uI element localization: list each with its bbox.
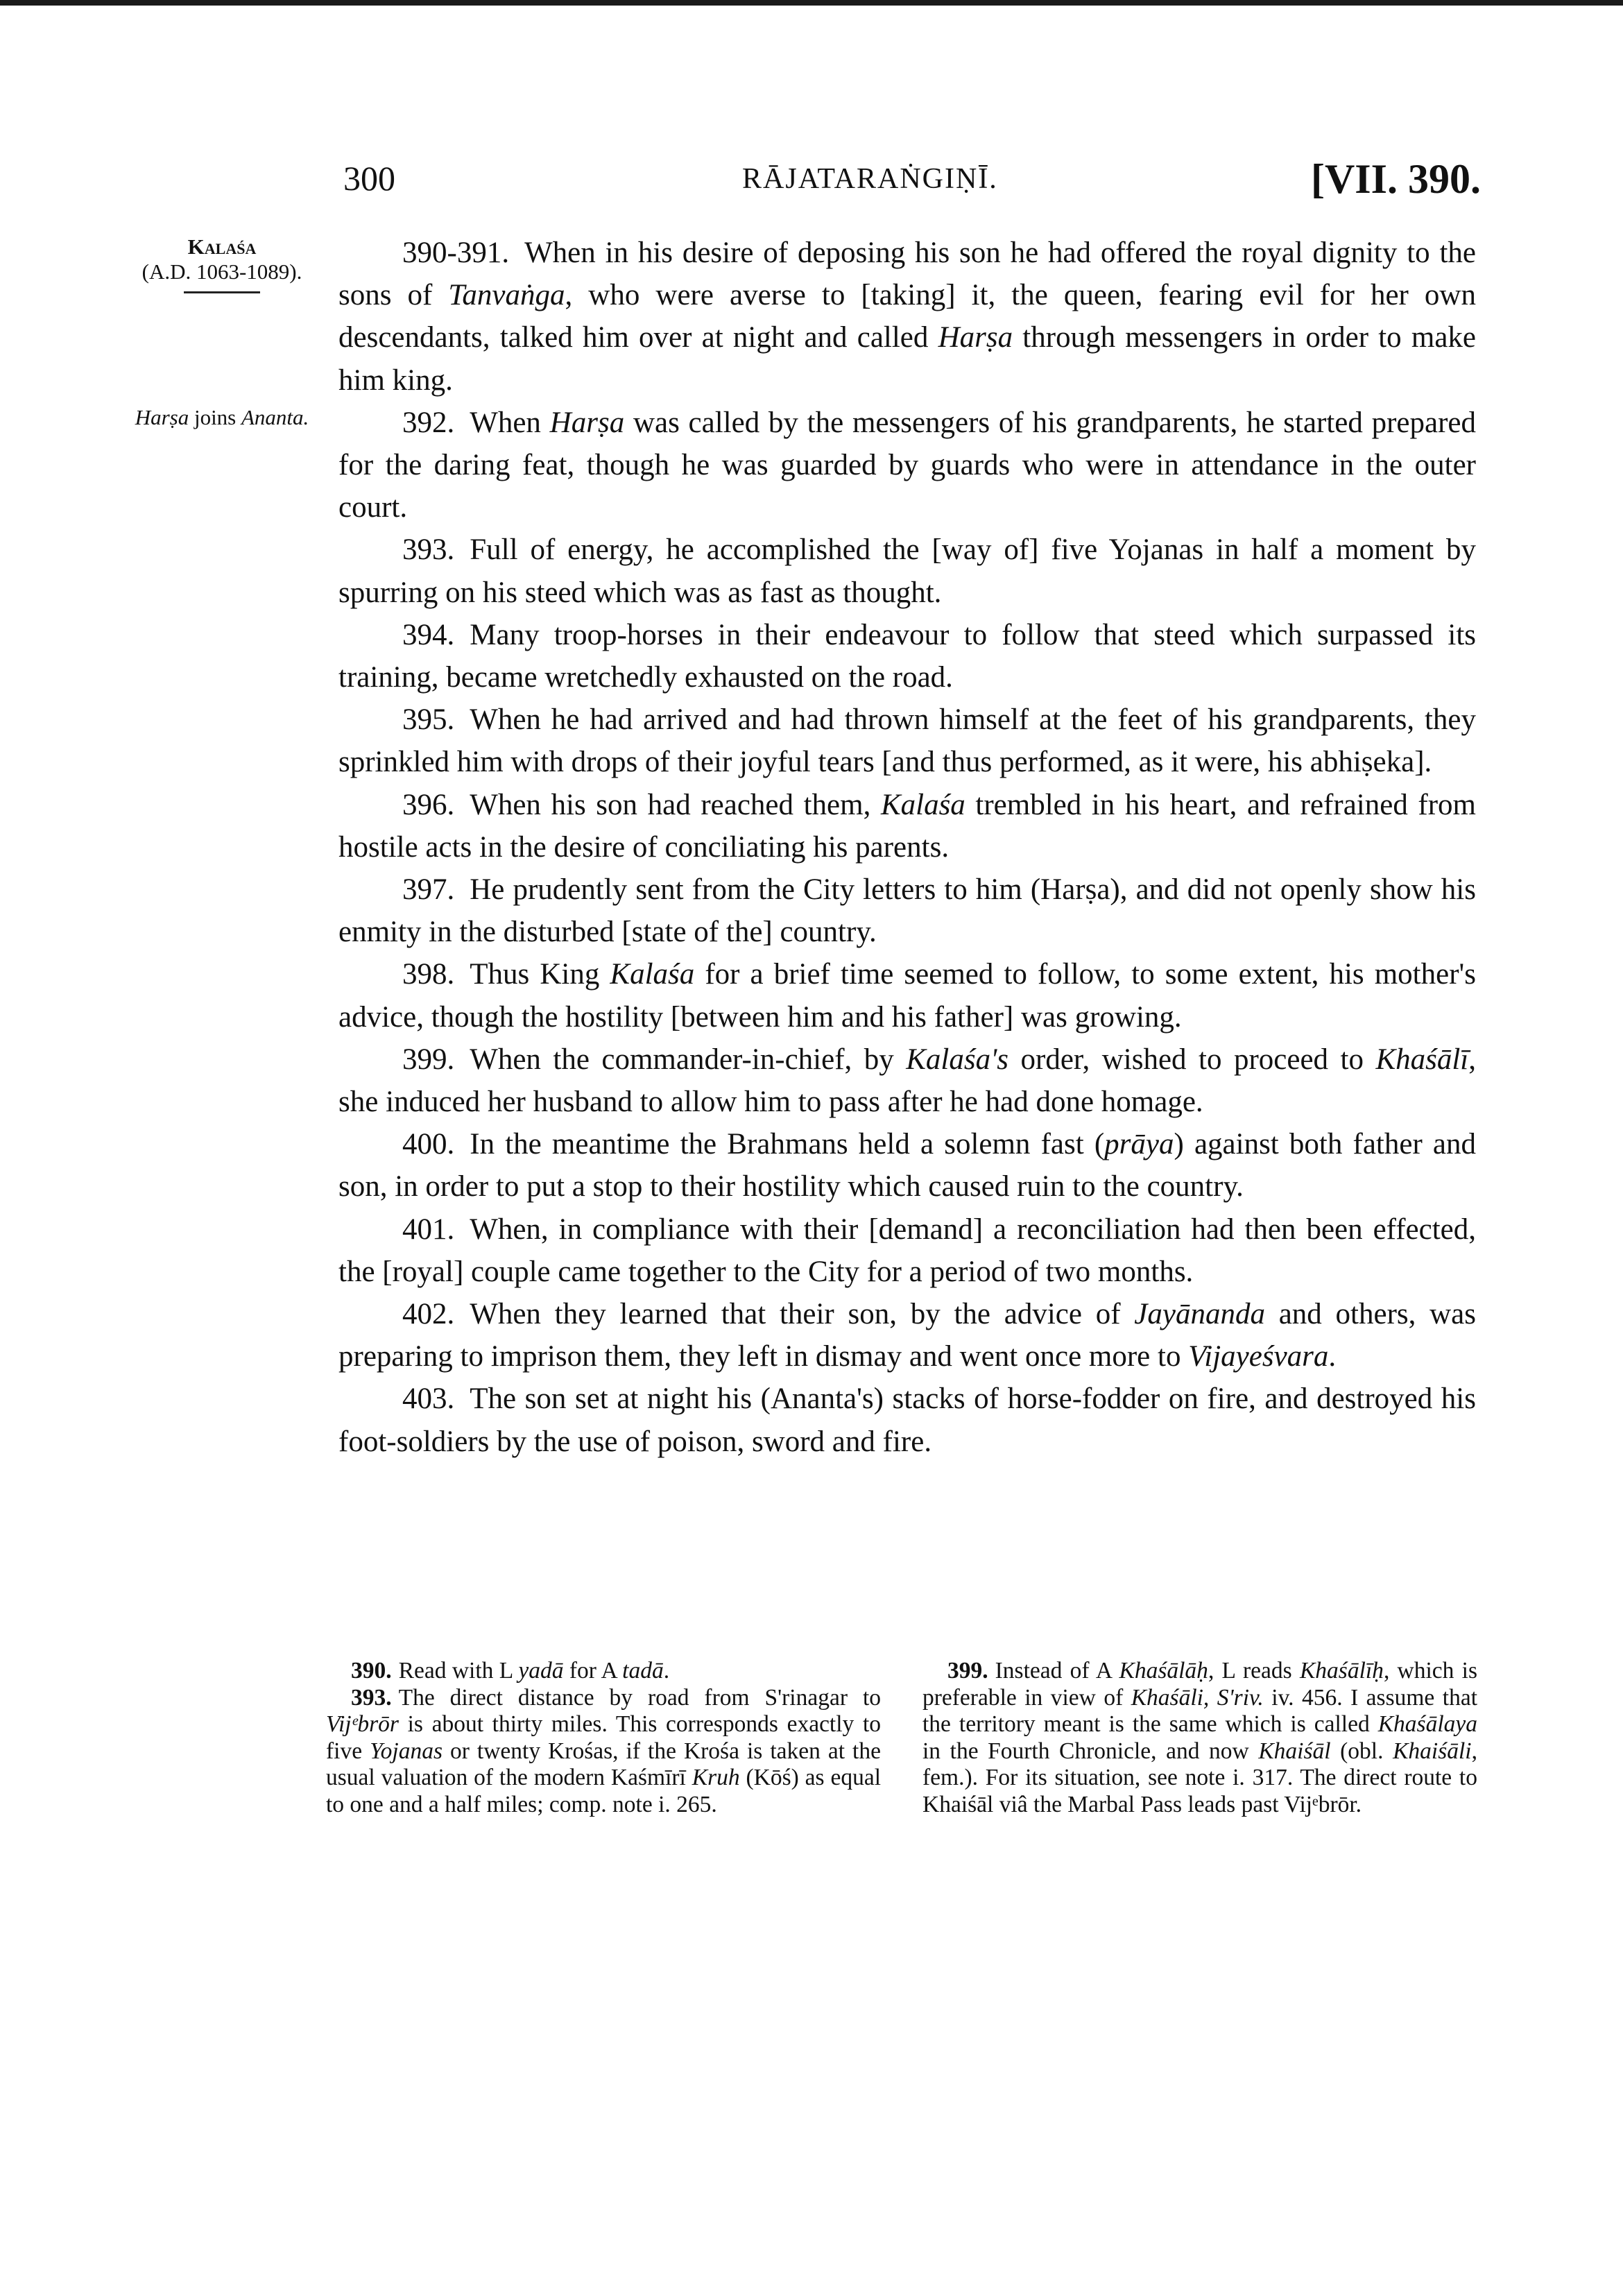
text-run: and others, was preparing to imprison them, they left in dismay and went once more to — [338, 1298, 1476, 1373]
verse-number: 393. — [402, 533, 455, 567]
text-run: When, in compliance with their [demand] a reconciliation had then been effected, the [royal] couple came together to the City for a period of two months. — [338, 1213, 1476, 1288]
margin-king-name: Kalaśa — [187, 234, 257, 259]
italic-term: Kalaśa — [610, 958, 695, 991]
footnotes-right-column — [922, 1658, 1477, 1818]
text-run: When in his desire of deposing his son he had offered the royal dignity to the sons of — [338, 237, 1476, 312]
italic-term: Harṣa — [938, 321, 1013, 354]
text-run: When the commander-in-chief, by — [470, 1043, 907, 1076]
italic-term: yadā — [518, 1658, 564, 1684]
italic-term: Kruh — [692, 1765, 740, 1790]
footnote — [326, 1685, 881, 1819]
verse-paragraph — [338, 1378, 1476, 1462]
italic-term: Vijayeśvara — [1188, 1340, 1329, 1373]
verse-number: 397. — [402, 873, 455, 907]
italic-term: Khaiśāli — [1393, 1738, 1472, 1764]
italic-term: Kalaśa's — [906, 1043, 1009, 1076]
verse-text-body — [338, 232, 1476, 1463]
verse-number: 396. — [402, 788, 455, 821]
italic-term: prāya — [1104, 1128, 1174, 1161]
verse-number: 401. — [402, 1213, 455, 1246]
text-run: order, wished to proceed to — [1008, 1043, 1376, 1076]
verse-paragraph — [338, 784, 1476, 868]
text-run: He prudently sent from the City letters to him (Harṣa), and did not openly show his enmity in the disturbed [state of the] country. — [338, 873, 1476, 949]
verse-paragraph — [338, 402, 1476, 529]
text-run: In the meantime the Brahmans held a solemn fast ( — [470, 1128, 1105, 1161]
text-run: is about thirty miles. This corresponds exactly to five — [326, 1711, 881, 1764]
verse-number: 400. — [402, 1128, 455, 1161]
verse-paragraph — [338, 699, 1476, 783]
text-run: When they learned that their son, by the advice of — [470, 1298, 1135, 1331]
italic-term: Khaiśāl — [1258, 1738, 1331, 1764]
verse-number: 399. — [402, 1043, 455, 1076]
verse-number: 392. — [402, 406, 455, 439]
italic-term: tadā — [622, 1658, 664, 1684]
verse-number: 395. — [402, 703, 455, 737]
text-run: . — [1328, 1340, 1337, 1373]
verse-number: 403. — [402, 1382, 455, 1416]
text-run: for a brief time seemed to follow, to some extent, his mother's advice, though the hostility [between him and his father] was growing. — [338, 958, 1476, 1034]
italic-term: Tanvaṅga — [448, 279, 565, 312]
top-border-rule — [0, 0, 1623, 6]
text-run: Thus King — [470, 958, 610, 991]
italic-term: Khaśāli, S'riv. — [1131, 1684, 1264, 1711]
margin-note-end: Ananta. — [241, 405, 309, 429]
text-run: , who were averse to [taking] it, the queen, fearing evil for her own descendants, talked him over at night and called — [338, 279, 1476, 354]
verse-number: 402. — [402, 1298, 455, 1331]
italic-term: Khaśālaya — [1377, 1711, 1477, 1737]
verse-paragraph — [338, 1208, 1476, 1293]
text-run: (Kōś) as equal to one and a half miles; comp. note i. 265. — [326, 1765, 881, 1817]
text-run: , L reads — [1208, 1658, 1300, 1684]
text-run: When his son had reached them, — [470, 788, 881, 821]
verse-paragraph — [338, 868, 1476, 953]
text-run: (obl. — [1330, 1738, 1393, 1764]
italic-term: Yojanas — [370, 1738, 443, 1764]
margin-note-event — [104, 405, 340, 430]
text-run: for A — [563, 1658, 623, 1684]
verse-paragraph — [338, 953, 1476, 1038]
text-run: was called by the messengers of his grandparents, he started prepared for the daring feat, though he was guarded by guards who were in attendance in the outer court. — [338, 406, 1477, 524]
text-run: in the Fourth Chronicle, and now — [922, 1738, 1259, 1764]
italic-term: Khaśālāḥ — [1119, 1658, 1208, 1684]
text-run: Instead of A — [995, 1658, 1119, 1684]
verse-number: 394. — [402, 618, 455, 651]
verse-paragraph — [338, 614, 1476, 699]
footnote-number: 390. — [351, 1658, 392, 1684]
page-number: 300 — [343, 159, 395, 198]
margin-note-name: Harṣa — [135, 405, 189, 429]
text-run: When — [470, 406, 550, 439]
verse-paragraph — [338, 529, 1476, 613]
margin-rule — [184, 291, 260, 293]
text-run: The son set at night his (Ananta's) stacks of horse-fodder on fire, and destroyed his foot-soldiers by the use of poison, sword and fire. — [338, 1382, 1476, 1458]
footnote — [326, 1658, 881, 1685]
text-run: , fem.). For its situation, see note i. 317. The direct route to Khaiśāl viâ the Marbal Pass leads past Vijᵉbrōr. — [922, 1738, 1477, 1817]
verse-paragraph — [338, 232, 1476, 402]
verse-paragraph — [338, 1123, 1476, 1208]
verse-paragraph — [338, 1038, 1476, 1123]
italic-term: Jayānanda — [1134, 1298, 1265, 1331]
running-title: RĀJATARAṄGIṆĪ. — [742, 163, 998, 195]
text-run: ) against both father and son, in order to put a stop to their hostility which caused ruin to the country. — [338, 1128, 1477, 1203]
text-run: When he had arrived and had thrown himself at the feet of his grandparents, they sprinkled him with drops of their joyful tears [and thus performed, as it were, his abhiṣeka]. — [338, 703, 1476, 779]
footnote — [922, 1658, 1477, 1818]
italic-term: Khaśālī — [1375, 1043, 1469, 1076]
italic-term: Harṣa — [549, 406, 625, 439]
margin-king-dates: (A.D. 1063-1089). — [141, 259, 302, 284]
text-run: Read with L — [398, 1658, 519, 1684]
italic-term: Kalaśa — [880, 788, 965, 821]
verse-number: 390-391. — [402, 237, 510, 269]
text-run: iv. 456. I assume that the territory meant is the same which is called — [922, 1684, 1477, 1737]
footnote-number: 399. — [947, 1658, 988, 1684]
footnotes — [326, 1658, 1477, 1818]
text-run: Full of energy, he accomplished the [way of] five Yojanas in half a moment by spurring on his steed which was as fast as thought. — [338, 533, 1476, 609]
margin-note-king — [118, 234, 326, 293]
text-run: through messengers in order to make him king. — [338, 321, 1476, 397]
italic-term: Khaśālīḥ — [1299, 1658, 1384, 1684]
text-run: , which is preferable in view of — [922, 1658, 1478, 1711]
footnotes-left-column — [326, 1658, 881, 1818]
text-run: . — [663, 1658, 670, 1684]
text-run: Many troop-horses in their endeavour to follow that steed which surpassed its training, became wretchedly exhausted on the road. — [338, 618, 1476, 694]
verse-paragraph — [338, 1293, 1476, 1378]
text-run: trembled in his heart, and refrained from hostile acts in the desire of conciliating his parents. — [338, 788, 1477, 864]
footnote-number: 393. — [351, 1684, 392, 1711]
margin-note-joins: joins — [189, 405, 241, 429]
text-run: or twenty Krośas, if the Krośa is taken at the usual valuation of the modern Kaśmīrī — [326, 1738, 881, 1790]
italic-term: Vijᵉbrōr — [326, 1711, 399, 1737]
text-run: , she induced her husband to allow him to pass after he had done homage. — [338, 1043, 1476, 1119]
verse-reference: [VII. 390. — [1311, 156, 1482, 202]
text-run: The direct distance by road from S'rinagar to — [398, 1684, 881, 1711]
verse-number: 398. — [402, 958, 455, 991]
